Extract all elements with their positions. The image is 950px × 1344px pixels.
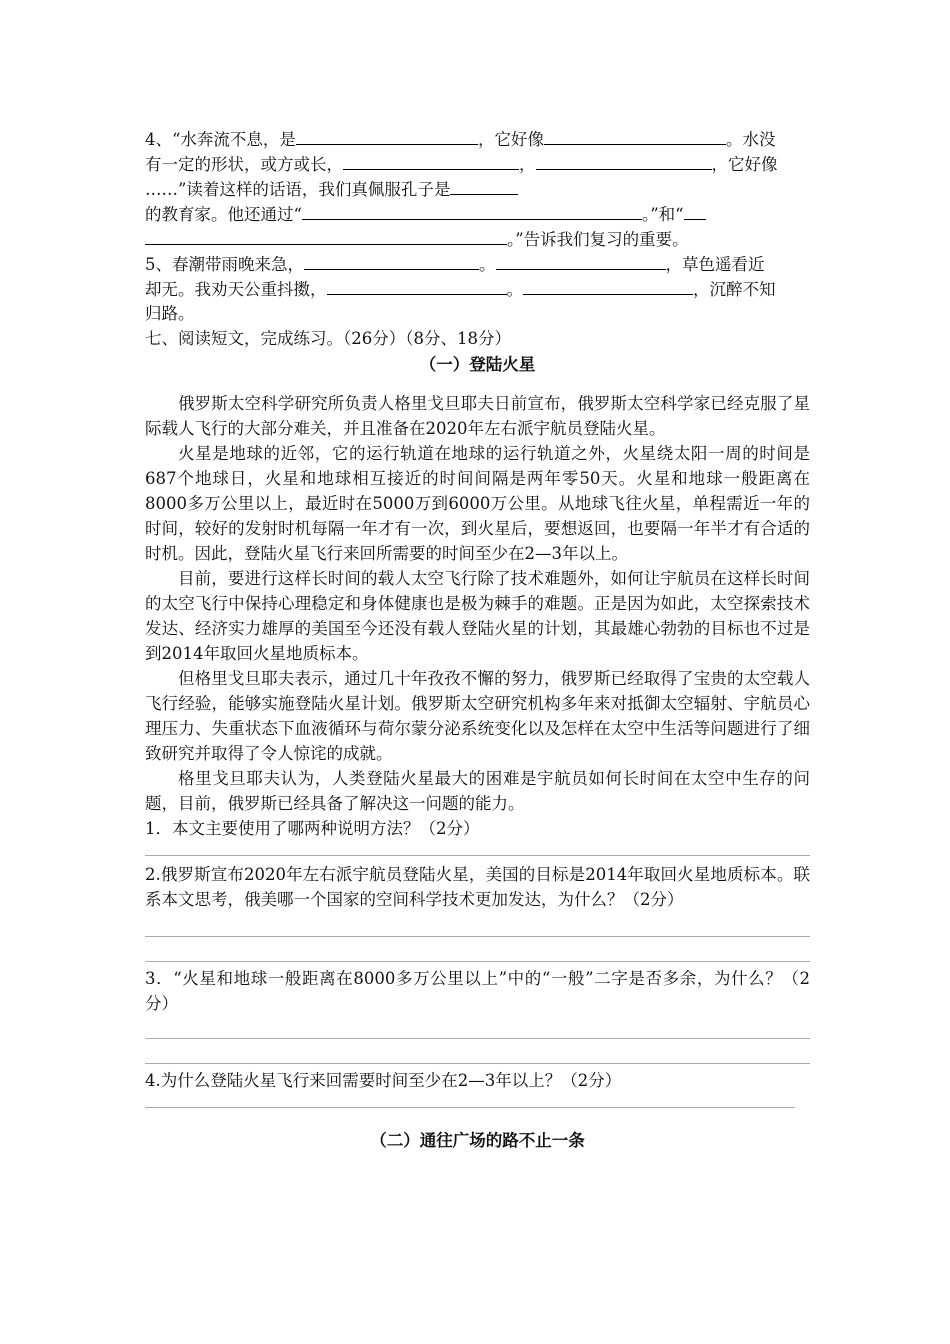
q4-line-1 xyxy=(145,126,810,151)
answer-line[interactable] xyxy=(145,1039,810,1064)
fill-blank[interactable] xyxy=(296,126,478,145)
fill-blank[interactable] xyxy=(536,151,712,170)
q4-line-5 xyxy=(145,226,810,251)
q4-text: 的教育家。他还通过“ xyxy=(145,205,302,224)
fill-blank[interactable] xyxy=(523,276,693,295)
q4-text: 。水没 xyxy=(725,130,776,149)
q4-line-4 xyxy=(145,201,810,226)
q5-text: 却无。我劝天公重抖擞， xyxy=(145,280,327,299)
answer-line[interactable] xyxy=(145,841,810,856)
fill-blank[interactable] xyxy=(145,226,507,245)
q4-line-2 xyxy=(145,151,810,176)
q5-text: 5、春潮带雨晚来急， xyxy=(145,255,304,274)
q4-text: ……”读着这样的话语，我们真佩服孔子是 xyxy=(145,180,451,199)
passage-paragraph: 火星是地球的近邻，它的运行轨道在地球的运行轨道之外，火星绕太阳一周的时间是687个地球日，火星和地球相互接近的时间间隔是两年零50天。火星和地球一般距离在8000多万公里以上，最近时在5000万到6000万公里。从地球飞往火星，单程需近一年的时间，较好的发射时机每隔一年才有一次，到火星后，要想返回，也要隔一年半才有合适的时机。因此，登陆火星飞行来回所需要的时间至少在2—3年以上。 xyxy=(145,444,810,563)
passage-paragraph: 俄罗斯太空科学研究所负责人格里戈旦耶夫日前宣布，俄罗斯太空科学家已经克服了星际载人飞行的大部分难关，并且准备在2020年左右派宇航员登陆火星。 xyxy=(145,394,810,438)
question: 1．本文主要使用了哪两种说明方法？（2分） xyxy=(145,819,480,838)
q4-text: ，它好像 xyxy=(711,155,778,174)
q5-line-2 xyxy=(145,276,810,301)
fill-blank[interactable] xyxy=(343,151,519,170)
q5-text: ，草色遥看近 xyxy=(665,255,765,274)
answer-line[interactable] xyxy=(145,912,810,937)
fill-blank[interactable] xyxy=(304,251,479,270)
q5-line-3 xyxy=(145,301,810,326)
answer-line[interactable] xyxy=(145,1093,795,1108)
q4-text: ， xyxy=(519,155,536,174)
q4-line-3 xyxy=(145,176,810,201)
q4-text: 有一定的形状，或方或长， xyxy=(145,155,343,174)
q4-text: 4、“水奔流不息，是 xyxy=(145,130,296,149)
q4-text: 。”和“ xyxy=(641,205,684,224)
fill-blank[interactable] xyxy=(684,201,706,220)
fill-blank[interactable] xyxy=(327,276,507,295)
q4-text: ，它好像 xyxy=(477,130,544,149)
q5-text: 。 xyxy=(479,255,496,274)
passage-paragraph: 格里戈旦耶夫认为，人类登陆火星最大的困难是宇航员如何长时间在太空中生存的问题，目前，俄罗斯已经具备了解决这一问题的能力。 xyxy=(145,769,810,813)
page-content xyxy=(145,126,810,1153)
fill-blank[interactable] xyxy=(450,176,518,195)
answer-line[interactable] xyxy=(145,937,810,962)
q5-text: 归路。 xyxy=(145,304,195,323)
section-heading: 七、阅读短文，完成练习。（26分）（8分、18分） xyxy=(145,329,511,348)
q5-text: ，沉醉不知 xyxy=(693,280,776,299)
fill-blank[interactable] xyxy=(544,126,726,145)
question: 2.俄罗斯宣布2020年左右派宇航员登陆火星，美国的目标是2014年取回火星地质标本。联系本文思考，俄美哪一个国家的空间科学技术更加发达，为什么？（2分） xyxy=(145,865,810,909)
q5-line-1 xyxy=(145,251,810,276)
passage-title: （二）通往广场的路不止一条 xyxy=(370,1131,585,1150)
question: 4.为什么登陆火星飞行来回需要时间至少在2—3年以上？（2分） xyxy=(145,1071,622,1090)
passage-paragraph: 目前，要进行这样长时间的载人太空飞行除了技术难题外，如何让宇航员在这样长时间的太空飞行中保持心理稳定和身体健康也是极为棘手的难题。正是因为如此，太空探索技术发达、经济实力雄厚的美国至今还没有载人登陆火星的计划，其最雄心勃勃的目标也不过是到2014年取回火星地质标本。 xyxy=(145,569,810,663)
q4-text: 。”告诉我们复习的重要。 xyxy=(507,230,689,249)
q5-text: 。 xyxy=(506,280,523,299)
fill-blank[interactable] xyxy=(496,251,666,270)
question: 3．“火星和地球一般距离在8000多万公里以上”中的“一般”二字是否多余，为什么？（2分） xyxy=(145,969,810,1013)
fill-blank[interactable] xyxy=(302,201,642,220)
answer-line[interactable] xyxy=(145,1016,810,1039)
passage-paragraph: 但格里戈旦耶夫表示，通过几十年孜孜不懈的努力，俄罗斯已经取得了宝贵的太空载人飞行经验，能够实施登陆火星计划。俄罗斯太空研究机构多年来对抵御太空辐射、宇航员心理压力、失重状态下血液循环与荷尔蒙分泌系统变化以及怎样在太空中生活等问题进行了细致研究并取得了令人惊诧的成就。 xyxy=(145,669,810,763)
passage-title: （一）登陆火星 xyxy=(419,355,536,374)
